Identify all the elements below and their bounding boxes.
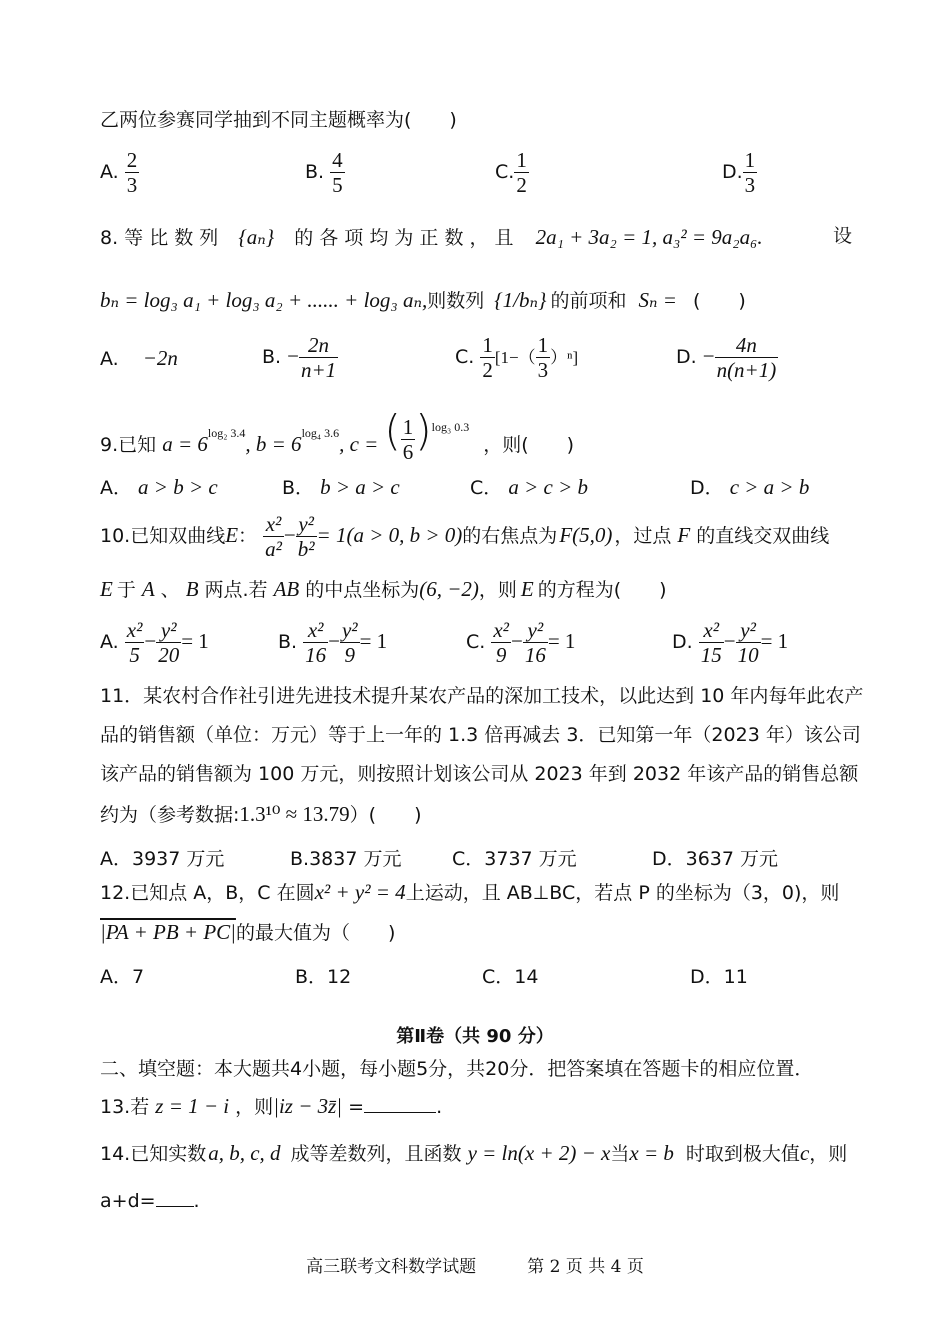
focus-point: F(5,0) <box>559 523 613 548</box>
condition: 2a₁ + 3a₂ = 1, a₃² = 9a₂a₆. <box>535 225 763 249</box>
fraction: $\frac{1}{2}$ <box>516 148 527 198</box>
equals: = 1 <box>547 629 576 654</box>
option-label: B. <box>305 161 325 184</box>
q8-option-d <box>676 333 778 382</box>
option-label: A. <box>100 631 119 654</box>
text: ，过点 <box>614 525 672 548</box>
option-label: B． <box>282 477 315 499</box>
exponent: log₂ 3.4 <box>207 426 246 440</box>
q10-option-b: B. $\frac{\text{x²}}{16}$ − $\frac{\text{y²}}{9}$ = 1 <box>278 618 388 668</box>
exponent: log₃ 0.3 <box>431 420 470 434</box>
option-label: C． <box>470 477 503 499</box>
bn-definition: bₙ = log₃ a₁ + log₃ a₂ + ...... + log₃ aₙ, <box>100 288 428 312</box>
option-label: B. <box>262 346 282 369</box>
q9-option-d <box>690 473 809 500</box>
option-value: a > b > c <box>138 475 218 499</box>
fraction: $\frac{\text{y²}}{9}$ <box>341 618 358 668</box>
text: 设 <box>833 225 853 247</box>
fraction: $\frac{1}{6}$ <box>402 414 414 464</box>
text: 时取到极大值 <box>685 1143 800 1165</box>
reference-data: 1.3¹⁰ ≈ 13.79 <box>239 802 350 826</box>
symbol: E <box>225 523 239 548</box>
option-label: D． <box>690 477 724 499</box>
q9-option-a <box>100 473 218 500</box>
fraction: $\frac{4}{5}$ <box>332 148 343 198</box>
q9-option-c <box>470 473 588 500</box>
text: 的 各 项 均 为 正 数 ， 且 <box>294 227 514 249</box>
paren: ) <box>415 406 432 455</box>
sequence-symbol: {1/bₙ} <box>494 288 547 312</box>
text: ，则( ) <box>483 434 575 456</box>
q7-stem-end: 乙两位参赛同学抽到不同主题概率为( ) <box>100 109 457 131</box>
text: ，则 <box>478 579 517 601</box>
q11-option-a: A．3937 万元 <box>100 848 225 870</box>
midpoint: (6, −2) <box>419 577 479 601</box>
answer-paren: ( ) <box>692 290 746 312</box>
q8-option-c <box>455 333 578 382</box>
text: 14.已知实数 <box>100 1143 207 1165</box>
text: 则数列 <box>427 290 485 312</box>
text: 10.已知双曲线 <box>100 525 226 548</box>
symbol: B <box>185 577 199 601</box>
equals: = 1 <box>760 629 789 654</box>
text: ，则 <box>809 1143 848 1165</box>
q7-option-c <box>495 148 529 197</box>
option-value: b > a > c <box>320 475 400 499</box>
q12-option-c: C．14 <box>482 966 539 988</box>
option-label: D. <box>672 631 693 654</box>
exponent: log₄ 3.6 <box>301 426 340 440</box>
function: y = ln(x + 2) − x <box>467 1141 611 1165</box>
answer-blank[interactable] <box>156 1206 194 1207</box>
q11-line2: 品的销售额（单位：万元）等于上一年的 1.3 倍再减去 3．已知第一年（2023 年）该公司 <box>100 724 861 746</box>
q11-line1: 11．某农村合作社引进先进技术提升某农产品的深加工技术，以此达到 10 年内每年此农产 <box>100 685 864 707</box>
expr: , b = 6 <box>245 432 302 456</box>
fraction: $\frac{\text{x²}}{5}$ <box>126 618 143 668</box>
q12-line2 <box>100 922 395 943</box>
condition: = 1(a > 0, b > 0) <box>316 523 463 548</box>
text: 于 <box>116 579 136 601</box>
section-title: 第Ⅱ卷（共 90 分） <box>396 1026 554 1047</box>
sn-symbol: Sₙ = <box>638 288 677 312</box>
q14-line2 <box>100 1192 200 1211</box>
q11-option-d: D．3637 万元 <box>652 848 779 870</box>
variables: a, b, c, d <box>208 1141 281 1165</box>
fraction: $\frac{\text{y²}}{16}$ <box>524 618 546 668</box>
paren: ( <box>384 406 401 455</box>
q8-option-a <box>100 346 178 371</box>
q13 <box>100 1096 442 1117</box>
bracket: ）ⁿ] <box>550 348 579 368</box>
text: 12.已知点 A，B，C 在圆 <box>100 882 315 904</box>
q12-option-b: B．12 <box>295 966 352 988</box>
q9-option-b <box>282 473 400 500</box>
option-value: c > a > b <box>729 475 810 499</box>
expr: a = 6 <box>162 432 208 456</box>
text: 的方程为( ) <box>537 579 667 601</box>
text: 上运动，且 AB⊥BC，若点 P 的坐标为（3，0)，则 <box>405 882 840 904</box>
text: ： <box>238 525 258 548</box>
option-value: a > c > b <box>508 475 588 499</box>
q10-line1: 10.已知双曲线E： $\frac{\text{x²}}{\text{a²}}$ − $\frac{\text{y²}}{\text{b²}}$ = 1(a > 0, b > 0)的右焦点为F(5,0) ，过点 F 的直线交双曲线 <box>100 512 830 562</box>
fraction: $\frac{2}{3}$ <box>126 148 138 198</box>
q11-line3: 该产品的销售额为 100 万元，则按照计划该公司从 2023 年到 2032 年该产品的销售总额 <box>100 763 859 785</box>
q7-option-b <box>305 148 345 197</box>
option-label: C. <box>495 161 515 184</box>
symbol: E <box>520 577 534 601</box>
text: 的最大值为（ ) <box>235 922 396 944</box>
text: 成等差数列，且函数 <box>290 1143 462 1165</box>
option-label: D. <box>676 346 697 369</box>
text: ，则 <box>235 1096 274 1118</box>
section-instructions: 二、填空题：本大题共4小题，每小题5分，共20分．把答案填在答题卡的相应位置． <box>100 1058 814 1080</box>
symbol: F <box>677 523 691 548</box>
q8-line2 <box>100 290 746 311</box>
option-label: C. <box>455 346 475 369</box>
q8-line1 <box>100 225 853 249</box>
fraction: $\frac{1}{2}$ <box>482 333 493 383</box>
q12-option-d: D．11 <box>690 966 748 988</box>
text: 的中点坐标为 <box>305 579 420 601</box>
option-label: A. <box>100 348 119 370</box>
q12-line1 <box>100 882 839 903</box>
q7-option-d <box>722 148 757 197</box>
option-label: B. <box>278 631 298 654</box>
q10-line2 <box>100 579 667 600</box>
page-footer: 高三联考文科数学试题 第 2 页 共 4 页 <box>306 1257 644 1277</box>
q7-option-a <box>100 148 139 197</box>
symbol: AB <box>273 577 300 601</box>
option-label: A. <box>100 161 119 184</box>
equals: = <box>348 1096 365 1118</box>
fraction: $\frac{\text{x²}}{9}$ <box>493 618 509 668</box>
fraction: $\frac{1}{3}$ <box>537 333 549 383</box>
symbol: A <box>141 577 155 601</box>
q8-option-b <box>262 333 338 382</box>
text: 约为（参考数据: <box>100 804 240 826</box>
q9-stem <box>100 404 575 464</box>
sequence-symbol: {aₙ} <box>238 225 275 249</box>
q10-option-a: A. $\frac{\text{x²}}{5}$ − $\frac{\text{y²}}{20}$ = 1 <box>100 618 209 668</box>
q11-line4 <box>100 804 421 825</box>
text: 9.已知 <box>100 434 157 456</box>
symbol: c <box>799 1141 810 1165</box>
text: 的直线交双曲线 <box>696 525 830 548</box>
q11-option-b: B.3837 万元 <box>290 848 402 870</box>
q11-option-c: C．3737 万元 <box>452 848 577 870</box>
text: a+d= <box>100 1190 156 1212</box>
equals: = 1 <box>359 629 388 654</box>
vector-expression: |PA + PB + PC| <box>100 920 236 944</box>
circle-equation: x² + y² = 4 <box>314 880 406 904</box>
sign: − <box>287 344 299 369</box>
text: 、 <box>160 579 180 601</box>
text: 的右焦点为 <box>462 525 558 548</box>
fraction: $\frac{2n}{n+1}$ <box>300 333 337 383</box>
fraction: $\frac{\text{y²}}{20}$ <box>158 618 180 668</box>
option-value: −2n <box>142 346 178 370</box>
text: . <box>193 1190 200 1212</box>
z-definition: z = 1 − i <box>155 1094 230 1118</box>
answer-blank[interactable] <box>364 1112 436 1113</box>
option-label: C. <box>466 631 486 654</box>
fraction: $\frac{\text{y²}}{10}$ <box>737 618 759 668</box>
option-label: D. <box>722 161 743 184</box>
fraction: $\frac{\text{y²}}{\text{b²}}$ <box>297 512 315 562</box>
q10-option-c: C. $\frac{\text{x²}}{9}$ − $\frac{\text{y²}}{16}$ = 1 <box>466 618 576 668</box>
sign: − <box>702 344 715 369</box>
text: 当 <box>610 1143 630 1165</box>
fraction: $\frac{\text{x²}}{16}$ <box>305 618 327 668</box>
bracket: [1−（ <box>494 348 536 368</box>
q14-line1 <box>100 1143 847 1164</box>
fraction: $\frac{4n}{n(n+1)}$ <box>716 333 777 383</box>
text: 的前项和 <box>550 290 627 312</box>
fraction: $\frac{1}{3}$ <box>744 148 756 198</box>
text: 8. 等 比 数 列 <box>100 227 219 249</box>
expression: |iz − 3z̄| <box>273 1094 343 1118</box>
text: ）( ) <box>349 804 422 826</box>
text: . <box>436 1096 443 1118</box>
text: 两点.若 <box>204 579 268 601</box>
symbol: E <box>100 577 113 601</box>
fraction: $\frac{\text{x²}}{\text{a²}}$ <box>265 512 282 562</box>
expr: , c = <box>339 432 379 456</box>
condition: x = b <box>629 1141 674 1165</box>
equals: = 1 <box>181 629 209 654</box>
option-label: A． <box>100 477 132 499</box>
q12-option-a: A．7 <box>100 966 145 988</box>
fraction: $\frac{\text{x²}}{15}$ <box>700 618 722 668</box>
text: 13.若 <box>100 1096 150 1118</box>
q10-option-d: D. $\frac{\text{x²}}{15}$ − $\frac{\text{y²}}{10}$ = 1 <box>672 618 789 668</box>
